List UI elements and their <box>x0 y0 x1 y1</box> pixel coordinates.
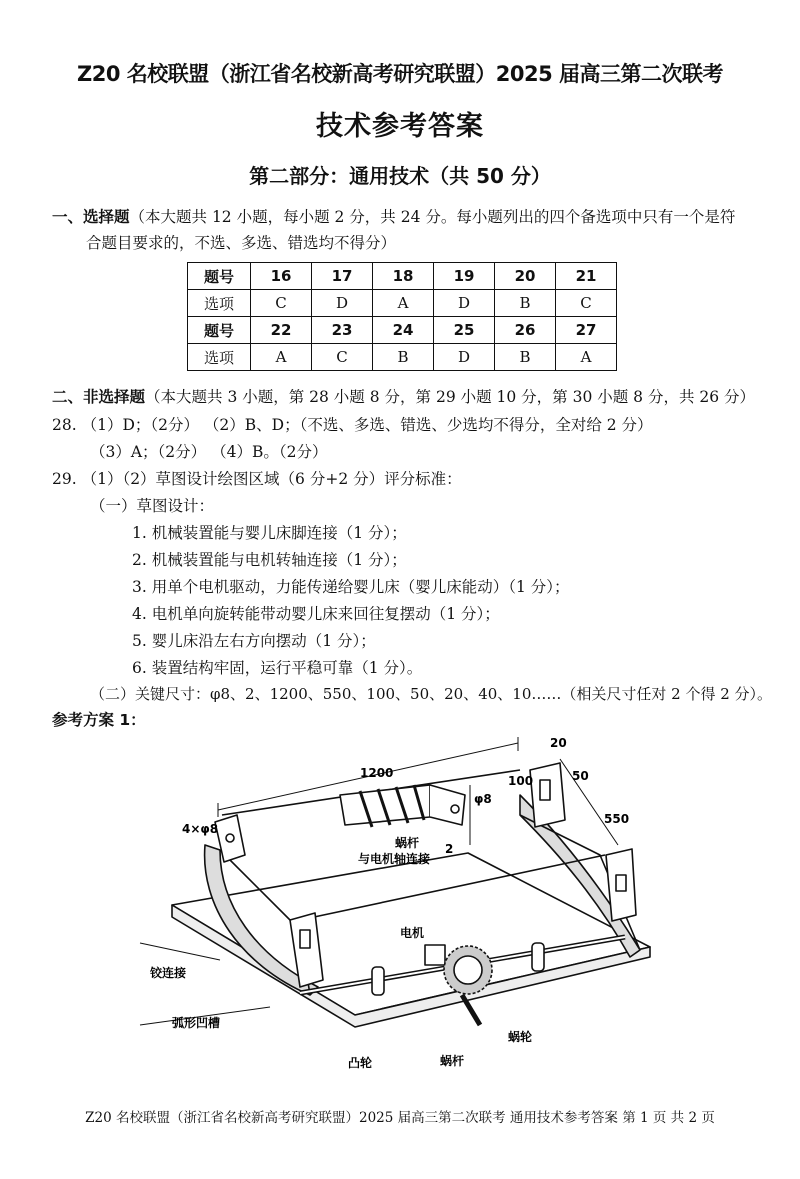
table-cell: A <box>373 290 434 317</box>
part2-desc: （本大题共 3 小题，第 28 小题 8 分，第 29 小题 10 分，第 30 小题 8 分，共 26 分） <box>145 388 756 406</box>
table-cell: 18 <box>373 263 434 290</box>
q29-line-1: 29. （1）（2）草图设计绘图区域（6 分+2 分）评分标准： <box>52 470 462 488</box>
worm-note-1: 蜗杆 <box>395 836 420 850</box>
table-cell: C <box>312 344 373 371</box>
table-cell: A <box>251 344 312 371</box>
table-header-cell: 题号 <box>188 317 251 344</box>
worm-detail <box>340 785 465 827</box>
cam <box>372 967 384 995</box>
dim-2: 2 <box>445 842 454 856</box>
criteria-item: 2. 机械装置能与电机转轴连接（1 分）； <box>132 551 407 569</box>
table-cell: 17 <box>312 263 373 290</box>
page-footer: Z20 名校联盟（浙江省名校新高考研究联盟）2025 届高三第二次联考 通用技术参考答案 第 1 页 共 2 页 <box>85 1110 715 1126</box>
mechanism-figure <box>0 725 800 1095</box>
part1-desc-2: 合题目要求的，不选、多选、错选均不得分） <box>86 234 397 252</box>
table-header-cell: 选项 <box>188 344 251 371</box>
criteria-item: 3. 用单个电机驱动，力能传递给婴儿床（婴儿床能动）（1 分）； <box>132 578 570 596</box>
table-cell: B <box>495 290 556 317</box>
worm-label: 蜗杆 <box>440 1054 465 1068</box>
table-row <box>188 263 617 290</box>
table-cell: 26 <box>495 317 556 344</box>
scheme-label: 参考方案 1： <box>52 711 146 729</box>
dim-50: 50 <box>572 769 589 783</box>
q28-line-2: （3）A；（2分） （4）B。（2分） <box>90 443 328 461</box>
answer-key-title: 技术参考答案 <box>316 111 484 142</box>
sketch-heading: （一）草图设计： <box>90 497 215 515</box>
table-cell: D <box>434 290 495 317</box>
table-cell: C <box>556 290 617 317</box>
table-cell: 16 <box>251 263 312 290</box>
table-cell: A <box>556 344 617 371</box>
table-row <box>188 317 617 344</box>
dim-1200: 1200 <box>360 766 394 780</box>
table-row <box>188 290 617 317</box>
part2-heading: 二、非选择题 <box>52 388 146 406</box>
dim-550: 550 <box>604 812 630 826</box>
criteria-item: 4. 电机单向旋转能带动婴儿床来回往复摆动（1 分）； <box>132 605 500 623</box>
part1-heading: 一、选择题 <box>52 208 130 226</box>
table-cell: 20 <box>495 263 556 290</box>
dim-4phi8: 4×φ8 <box>182 822 219 836</box>
dim-phi8: φ8 <box>474 792 492 806</box>
part1-desc: （本大题共 12 小题，每小题 2 分，共 24 分。每小题列出的四个备选项中只有一个是符 <box>129 208 736 226</box>
table-header-cell: 选项 <box>188 290 251 317</box>
table-cell: D <box>312 290 373 317</box>
answer-table <box>187 262 617 371</box>
criteria-item: 5. 婴儿床沿左右方向摆动（1 分）； <box>132 632 376 650</box>
table-cell: 19 <box>434 263 495 290</box>
table-cell: 23 <box>312 317 373 344</box>
table-cell: B <box>373 344 434 371</box>
part2-heading-line <box>52 385 755 407</box>
dim-20: 20 <box>550 736 567 750</box>
table-header-cell: 题号 <box>188 263 251 290</box>
cam-label: 凸轮 <box>348 1056 373 1070</box>
worm-note-2: 与电机轴连接 <box>358 852 431 866</box>
table-cell: 27 <box>556 317 617 344</box>
table-row <box>188 344 617 371</box>
hinge-label: 铰连接 <box>150 966 187 980</box>
key-dimensions: （二）关键尺寸：φ8、2、1200、550、100、50、20、40、10……（相关尺寸任对 2 个得 2 分）。 <box>90 685 773 703</box>
dim-100: 100 <box>508 774 534 788</box>
table-cell: 21 <box>556 263 617 290</box>
table-cell: B <box>495 344 556 371</box>
table-cell: 24 <box>373 317 434 344</box>
motor-label: 电机 <box>400 926 425 940</box>
table-cell: D <box>434 344 495 371</box>
criteria-item: 6. 装置结构牢固，运行平稳可靠（1 分）。 <box>132 659 423 677</box>
section-title: 第二部分：通用技术（共 50 分） <box>249 164 551 188</box>
table-cell: 25 <box>434 317 495 344</box>
cam <box>532 943 544 971</box>
exam-title: Z20 名校联盟（浙江省名校新高考研究联盟）2025 届高三第二次联考 <box>76 62 724 86</box>
table-cell: C <box>251 290 312 317</box>
part1-heading-line <box>52 205 735 227</box>
table-cell: 22 <box>251 317 312 344</box>
worm-wheel-label: 蜗轮 <box>508 1030 533 1044</box>
q28-line-1: 28. （1）D；（2分） （2）B、D；（不选、多选、错选、少选均不得分，全对给 2 分） <box>52 416 653 434</box>
arc-groove-label: 弧形凹槽 <box>172 1016 221 1030</box>
criteria-item: 1. 机械装置能与婴儿床脚连接（1 分）； <box>132 524 407 542</box>
motor-body <box>425 945 445 965</box>
